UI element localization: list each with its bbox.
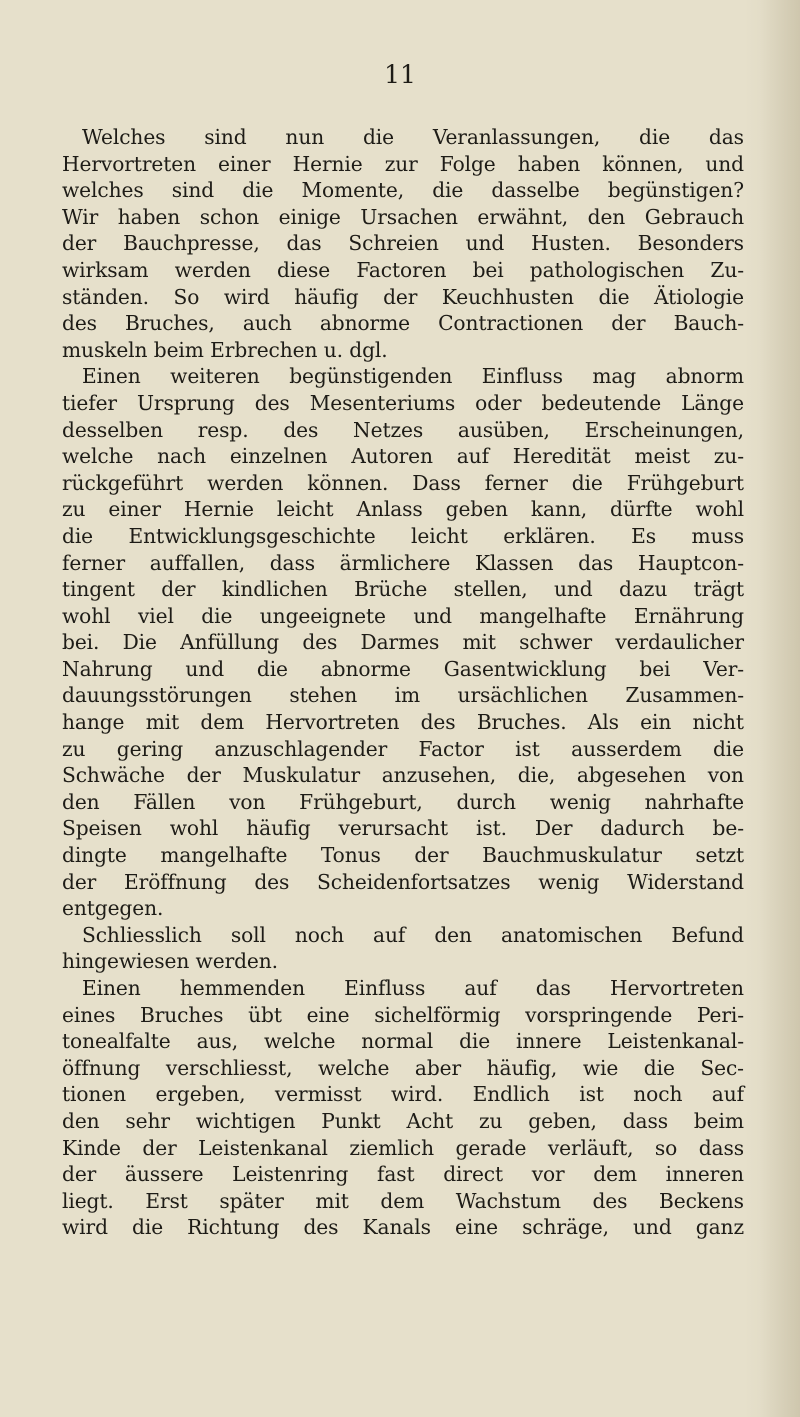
text-line: muskeln beim Erbrechen u. dgl. (62, 337, 388, 362)
text-line: Kinde der Leistenkanal ziemlich gerade verläuft, so dass (62, 1135, 744, 1160)
page-edge-shadow (760, 0, 800, 1417)
text-line: den sehr wichtigen Punkt Acht zu geben, dass beim (62, 1108, 744, 1133)
text-line: des Bruches, auch abnorme Contractionen der Bauch- (62, 311, 744, 336)
text-line: welche nach einzelnen Autoren auf Heredität meist zu- (62, 444, 744, 469)
text-line: der Bauchpresse, das Schreien und Husten. Besonders (62, 231, 744, 256)
text-line: wirksam werden diese Factoren bei pathologischen Zu- (62, 257, 744, 282)
body-text (62, 124, 744, 1241)
text-line: tiefer Ursprung des Mesenteriums oder bedeutende Länge (62, 390, 744, 415)
text-line: die Entwicklungsgeschichte leicht erklären. Es muss (62, 523, 744, 548)
text-line: Speisen wohl häufig verursacht ist. Der dadurch be- (62, 816, 744, 841)
page-number: 11 (384, 60, 416, 89)
text-line: tingent der kindlichen Brüche stellen, und dazu trägt (62, 577, 744, 602)
text-line: ständen. So wird häufig der Keuchhusten die Ätiologie (62, 284, 744, 309)
text-line: zu einer Hernie leicht Anlass geben kann, dürfte wohl (62, 497, 744, 522)
text-line: Nahrung und die abnorme Gasentwicklung bei Ver- (62, 656, 744, 681)
text-line: bei. Die Anfüllung des Darmes mit schwer verdaulicher (62, 630, 744, 655)
text-line: dingte mangelhafte Tonus der Bauchmuskulatur setzt (62, 843, 744, 868)
text-line: rückgeführt werden können. Dass ferner die Frühgeburt (62, 470, 744, 495)
text-line: Welches sind nun die Veranlassungen, die das (82, 125, 744, 149)
text-line: eines Bruches übt eine sichelförmig vorspringende Peri- (62, 1002, 744, 1027)
text-line: liegt. Erst später mit dem Wachstum des Beckens (62, 1188, 744, 1213)
text-line: Schwäche der Muskulatur anzusehen, die, abgesehen von (62, 763, 744, 788)
text-line: Hervortreten einer Hernie zur Folge haben können, und (62, 151, 744, 176)
text-line: wohl viel die ungeeignete und mangelhafte Ernährung (62, 603, 744, 628)
text-line: hingewiesen werden. (62, 949, 279, 974)
text-line: desselben resp. des Netzes ausüben, Erscheinungen, (62, 417, 744, 442)
text-line: Wir haben schon einige Ursachen erwähnt, den Gebrauch (62, 204, 744, 229)
text-line: hange mit dem Hervortreten des Bruches. Als ein nicht (62, 710, 744, 735)
text-line: Schliesslich soll noch auf den anatomischen Befund (82, 922, 744, 947)
text-line: zu gering anzuschlagender Factor ist ausserdem die (62, 736, 744, 761)
text-line: welches sind die Momente, die dasselbe begünstigen? (62, 178, 744, 203)
text-line: dauungsstörungen stehen im ursächlichen Zusammen- (62, 683, 744, 708)
text-line: der Eröffnung des Scheidenfortsatzes wenig Widerstand (62, 869, 744, 894)
text-line: entgegen. (62, 896, 164, 921)
text-line: tionen ergeben, vermisst wird. Endlich ist noch auf (62, 1082, 744, 1107)
text-line: Einen weiteren begünstigenden Einfluss mag abnorm (82, 364, 744, 389)
text-line: öffnung verschliesst, welche aber häufig, wie die Sec- (62, 1055, 744, 1080)
text-line: den Fällen von Frühgeburt, durch wenig nahrhafte (62, 789, 744, 814)
text-line: ferner auffallen, dass ärmlichere Klassen das Hauptcon- (62, 550, 744, 575)
text-line: wird die Richtung des Kanals eine schräge, und ganz (62, 1215, 744, 1240)
text-line: der äussere Leistenring fast direct vor dem inneren (62, 1162, 744, 1187)
text-line: tonealfalte aus, welche normal die innere Leistenkanal- (62, 1029, 744, 1054)
text-line: Einen hemmenden Einfluss auf das Hervortreten (82, 976, 744, 1000)
